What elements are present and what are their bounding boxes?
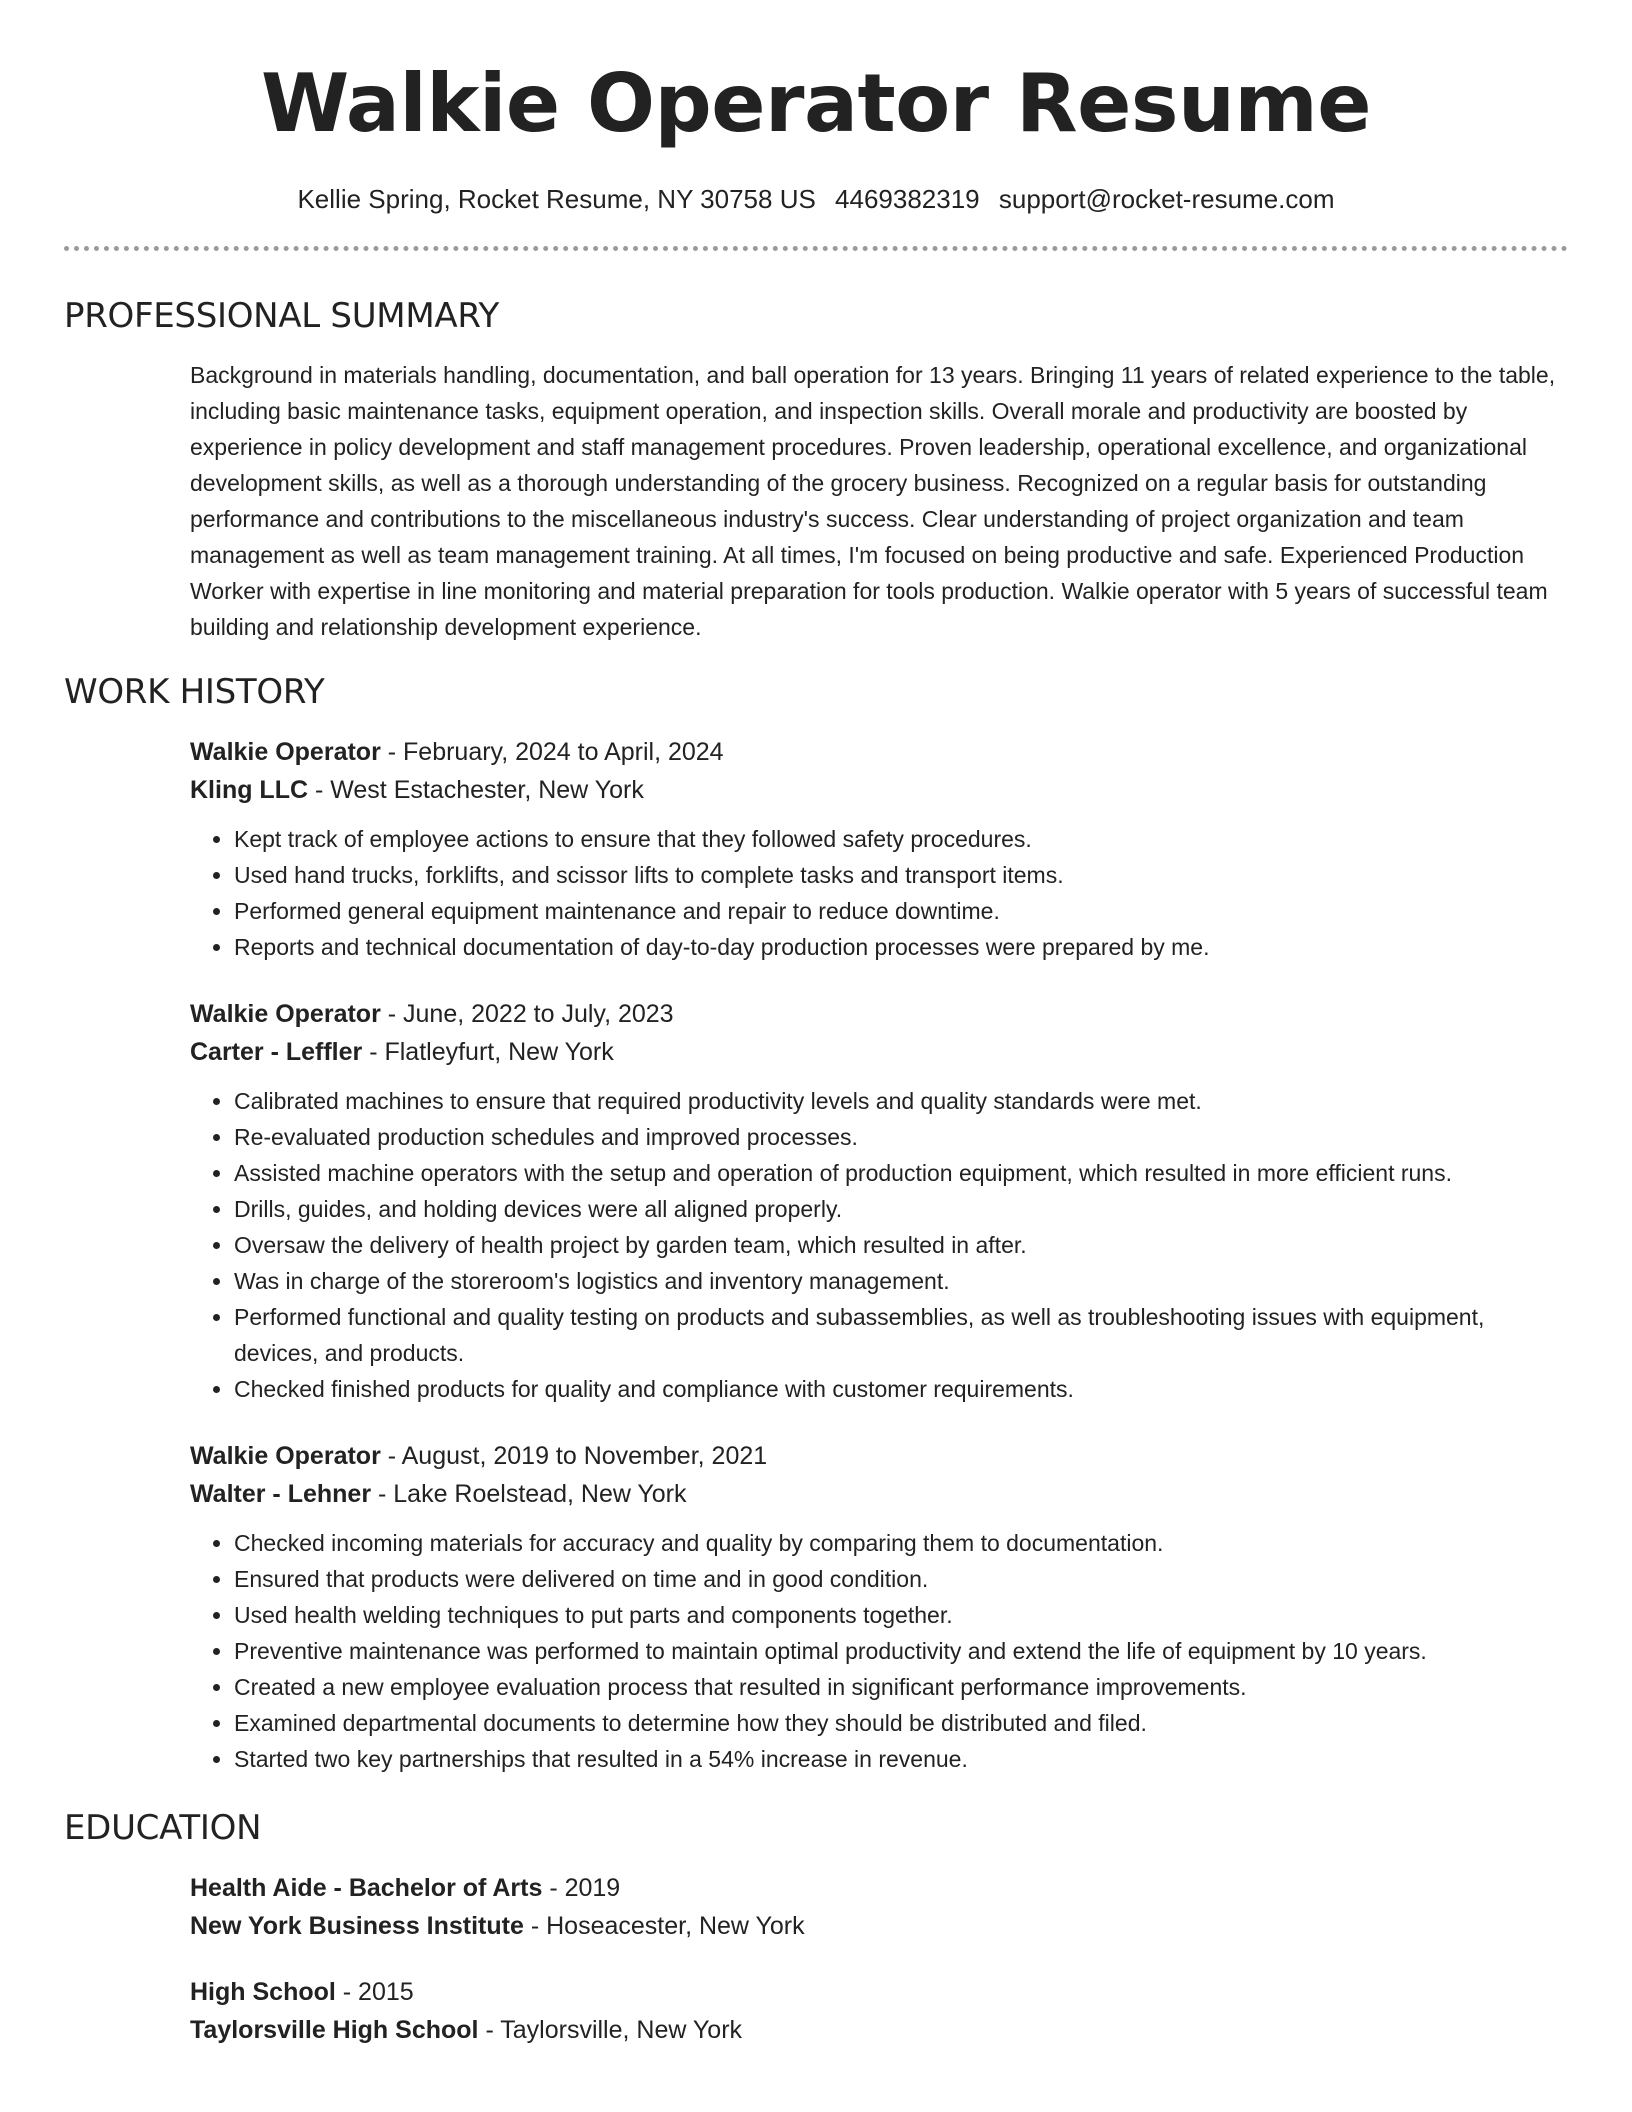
job-dates: - August, 2019 to November, 2021	[380, 1442, 768, 1470]
resume-title: Walkie Operator Resume	[260, 57, 1372, 150]
degree-line	[190, 1869, 1568, 1907]
job-title-line	[190, 733, 1568, 771]
school-location: - Hoseacester, New York	[523, 1912, 805, 1940]
education-entry	[190, 1869, 1568, 1945]
resume-page	[64, 0, 1568, 2077]
job-location: - West Estachester, New York	[308, 776, 644, 804]
job-entry	[190, 995, 1568, 1407]
header-divider	[64, 246, 1568, 251]
duty-item: • Performed general equipment maintenance and repair to reduce downtime.	[234, 893, 1568, 929]
duty-item: • Ensured that products were delivered on time and in good condition.	[234, 1561, 1568, 1597]
degree-year: - 2015	[335, 1978, 414, 2006]
duty-item: • Kept track of employee actions to ensure that they followed safety procedures.	[234, 821, 1568, 857]
work-section	[64, 671, 1568, 1777]
contact-phone: 4469382319	[835, 184, 980, 214]
duty-item: • Was in charge of the storeroom's logistics and inventory management.	[234, 1263, 1568, 1299]
degree-name: Health Aide - Bachelor of Arts	[190, 1874, 543, 1902]
job-duties	[190, 1525, 1568, 1777]
job-dates: - June, 2022 to July, 2023	[380, 1000, 674, 1028]
job-dates: - February, 2024 to April, 2024	[380, 738, 724, 766]
duty-item: • Checked incoming materials for accuracy and quality by comparing them to documentation.	[234, 1525, 1568, 1561]
job-title: Walkie Operator	[190, 1442, 381, 1470]
duty-item: • Oversaw the delivery of health project by garden team, which resulted in after.	[234, 1227, 1568, 1263]
job-duties	[190, 821, 1568, 965]
job-company-line	[190, 1475, 1568, 1513]
duty-item: • Re-evaluated production schedules and improved processes.	[234, 1119, 1568, 1155]
duty-item: • Started two key partnerships that resulted in a 54% increase in revenue.	[234, 1741, 1568, 1777]
duty-item: • Examined departmental documents to determine how they should be distributed and filed.	[234, 1705, 1568, 1741]
school-location: - Taylorsville, New York	[478, 2016, 743, 2044]
summary-heading: PROFESSIONAL SUMMARY	[64, 296, 499, 336]
summary-text: Background in materials handling, documentation, and ball operation for 13 years. Bringing 11 years of related experience to the table, including basic maintenance tasks, equipment operation, and inspection skills. Overall morale and productivity are boosted by experience in policy development and staff management procedures. Proven leadership, operational excellence, and organizational development skills, as well as a thorough understanding of the grocery business. Recognized on a regular basis for outstanding performance and contributions to the miscellaneous industry's success. Clear understanding of project organization and team management as well as team management training. At all times, I'm focused on being productive and safe. Experienced Production Worker with expertise in line monitoring and material preparation for tools production. Walkie operator with 5 years of successful team building and relationship development experience.	[190, 362, 1556, 640]
duty-item: • Drills, guides, and holding devices were all aligned properly.	[234, 1191, 1568, 1227]
job-company: Kling LLC	[190, 776, 309, 804]
school-line	[190, 2011, 1568, 2049]
education-entry	[190, 1973, 1568, 2049]
work-heading: WORK HISTORY	[64, 672, 325, 712]
school-name: Taylorsville High School	[190, 2016, 479, 2044]
duty-item: • Used health welding techniques to put parts and components together.	[234, 1597, 1568, 1633]
job-company: Walter - Lehner	[190, 1480, 372, 1508]
duty-item: • Reports and technical documentation of day-to-day production processes were prepared by me.	[234, 929, 1568, 965]
school-line	[190, 1907, 1568, 1945]
contact-address: Kellie Spring, Rocket Resume, NY 30758 US	[297, 184, 816, 214]
job-title: Walkie Operator	[190, 738, 381, 766]
job-title-line	[190, 995, 1568, 1033]
summary-body	[190, 357, 1568, 645]
duty-item: • Calibrated machines to ensure that required productivity levels and quality standards were met.	[234, 1083, 1568, 1119]
degree-year: - 2019	[542, 1874, 621, 1902]
contact-email: support@rocket-resume.com	[998, 184, 1335, 214]
degree-line	[190, 1973, 1568, 2011]
duty-item: • Used hand trucks, forklifts, and scissor lifts to complete tasks and transport items.	[234, 857, 1568, 893]
job-location: - Flatleyfurt, New York	[362, 1038, 614, 1066]
duty-item: • Checked finished products for quality and compliance with customer requirements.	[234, 1371, 1568, 1407]
duty-item: • Assisted machine operators with the setup and operation of production equipment, which resulted in more efficient runs.	[234, 1155, 1568, 1191]
contact-line	[64, 182, 1568, 216]
job-company: Carter - Leffler	[190, 1038, 363, 1066]
school-name: New York Business Institute	[190, 1912, 524, 1940]
degree-name: High School	[190, 1978, 336, 2006]
job-title-line	[190, 1437, 1568, 1475]
job-entry	[190, 733, 1568, 965]
education-body	[190, 1869, 1568, 2049]
education-section	[64, 1807, 1568, 2049]
job-company-line	[190, 1033, 1568, 1071]
job-entry	[190, 1437, 1568, 1777]
work-body	[190, 733, 1568, 1777]
job-company-line	[190, 771, 1568, 809]
summary-section	[64, 295, 1568, 645]
job-location: - Lake Roelstead, New York	[371, 1480, 687, 1508]
education-heading: EDUCATION	[64, 1808, 262, 1848]
job-title: Walkie Operator	[190, 1000, 381, 1028]
duty-item: • Created a new employee evaluation process that resulted in significant performance improvements.	[234, 1669, 1568, 1705]
duty-item: • Performed functional and quality testing on products and subassemblies, as well as troubleshooting issues with equipment, devices, and products.	[234, 1299, 1568, 1371]
duty-item: • Preventive maintenance was performed to maintain optimal productivity and extend the life of equipment by 10 years.	[234, 1633, 1568, 1669]
job-duties	[190, 1083, 1568, 1407]
